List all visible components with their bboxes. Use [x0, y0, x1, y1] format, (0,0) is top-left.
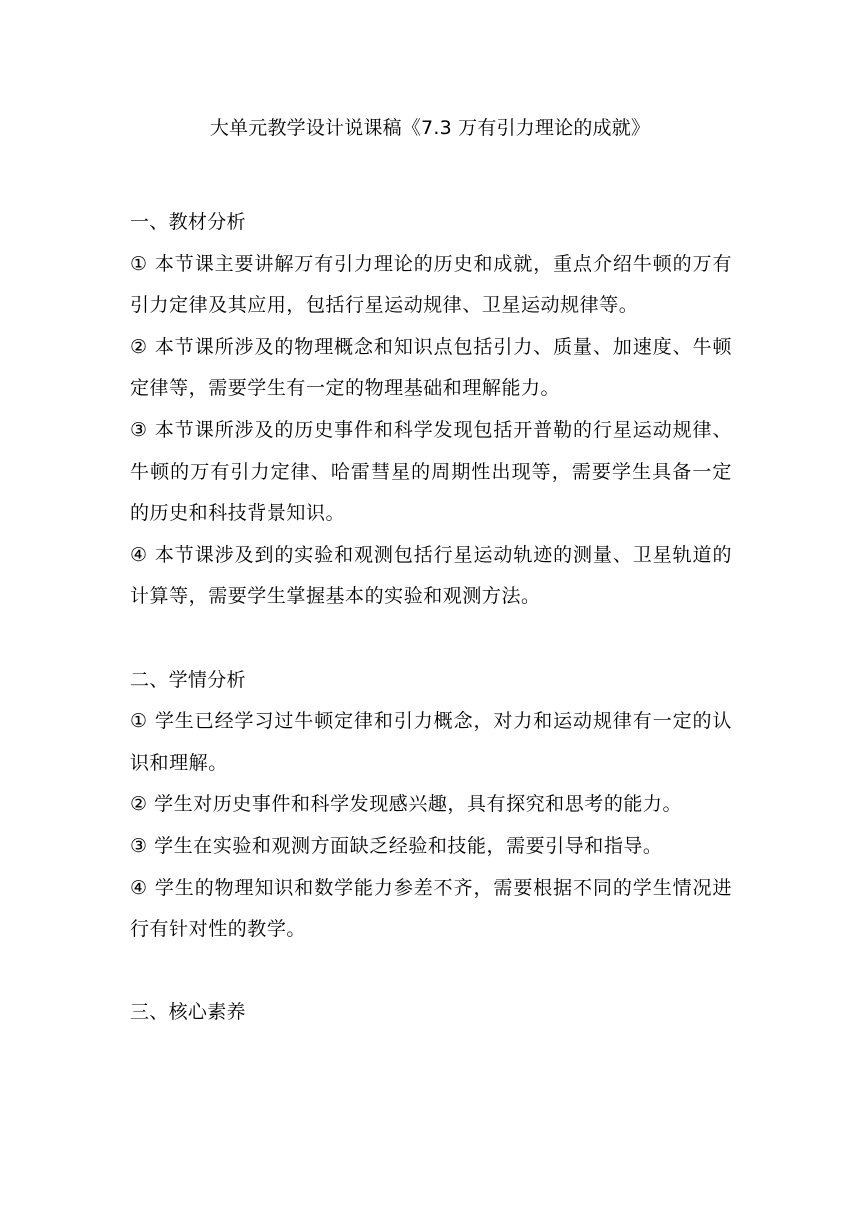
section-heading-core-competencies: 三、核心素养	[130, 1001, 246, 1024]
section-spacer	[130, 951, 732, 993]
paragraph-item: ③ 学生在实验和观测方面缺乏经验和技能，需要引导和指导。	[130, 834, 663, 857]
section-spacer	[130, 618, 732, 660]
paragraph-item: ① 学生已经学习过牛顿定律和引力概念，对力和运动规律有一定的认识和理解。	[130, 710, 732, 774]
section-heading-learner-analysis: 二、学情分析	[130, 668, 246, 691]
paragraph-item: ② 本节课所涉及的物理概念和知识点包括引力、质量、加速度、牛顿定律等，需要学生有一定的物理基础和理解能力。	[130, 335, 732, 400]
document-body	[130, 202, 732, 1034]
paragraph-item: ③ 本节课所涉及的历史事件和科学发现包括开普勒的行星运动规律、牛顿的万有引力定律、哈雷彗星的周期性出现等，需要学生具备一定的历史和科技背景知识。	[130, 418, 732, 525]
document-title: 大单元教学设计说课稿《7.3 万有引力理论的成就》	[209, 117, 651, 139]
section-heading-textbook-analysis: 一、教材分析	[130, 211, 246, 233]
paragraph-item: ① 本节课主要讲解万有引力理论的历史和成就，重点介绍牛顿的万有引力定律及其应用，包括行星运动规律、卫星运动规律等。	[130, 252, 732, 317]
paragraph-item: ④ 本节课涉及到的实验和观测包括行星运动轨迹的测量、卫星轨道的计算等，需要学生掌握基本的实验和观测方法。	[130, 543, 732, 608]
paragraph-item: ② 学生对历史事件和科学发现感兴趣，具有探究和思考的能力。	[130, 793, 683, 816]
paragraph-item: ④ 学生的物理知识和数学能力参差不齐，需要根据不同的学生情况进行有针对性的教学。	[130, 876, 732, 941]
